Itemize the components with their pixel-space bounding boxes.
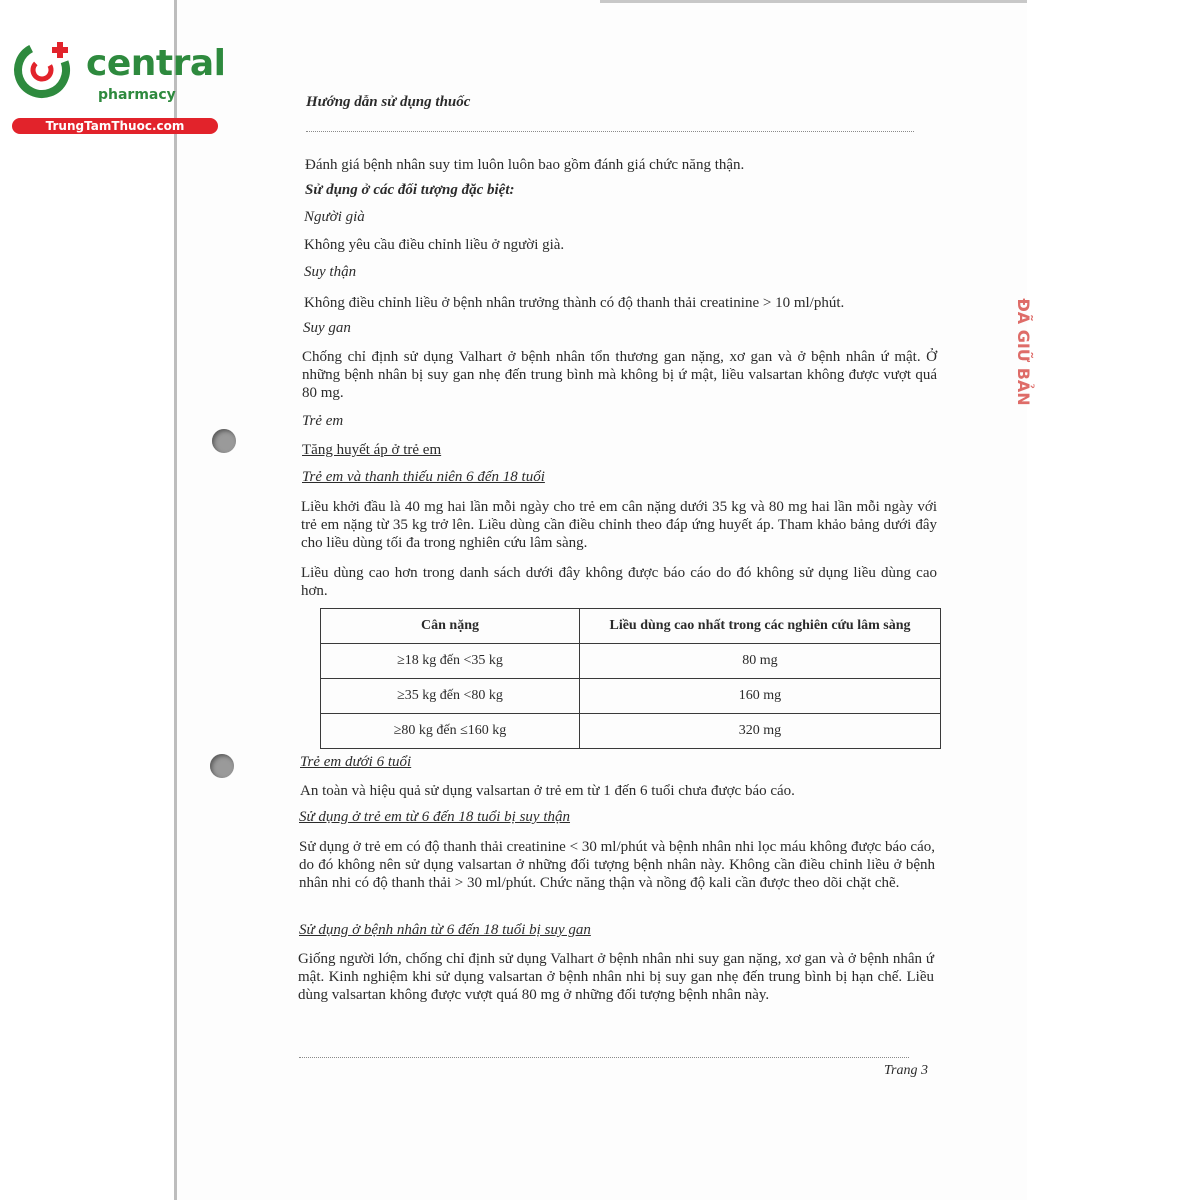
punch-hole bbox=[212, 429, 236, 453]
heading-children: Trẻ em bbox=[302, 413, 344, 429]
table-cell-dose: 160 mg bbox=[580, 679, 941, 714]
heading-hepatic-children: Sử dụng ở bệnh nhân từ 6 đến 18 tuổi bị suy gan bbox=[299, 922, 591, 938]
svg-text:ĐÃ GIỮ BẢN: ĐÃ GIỮ BẢN bbox=[1014, 298, 1033, 406]
table-cell-weight: ≥18 kg đến <35 kg bbox=[321, 644, 580, 679]
heading-under-6: Trẻ em dưới 6 tuổi bbox=[300, 754, 412, 770]
document-page bbox=[176, 0, 1027, 1200]
paragraph-under-6: An toàn và hiệu quả sử dụng valsartan ở trẻ em từ 1 đến 6 tuổi chưa được báo cáo. bbox=[300, 783, 795, 799]
table-row bbox=[321, 644, 941, 679]
page-number: Trang 3 bbox=[884, 1063, 928, 1078]
heading-special-populations: Sử dụng ở các đối tượng đặc biệt: bbox=[305, 182, 515, 198]
table-cell-dose: 320 mg bbox=[580, 714, 941, 749]
logo-brand-name: central bbox=[86, 43, 226, 84]
logo-mark-icon bbox=[12, 40, 72, 100]
page-header-title: Hướng dẫn sử dụng thuốc bbox=[306, 94, 471, 110]
pharmacy-logo bbox=[10, 38, 226, 138]
paragraph-renal: Không điều chỉnh liều ở bệnh nhân trưởng thành có độ thanh thải creatinine > 10 ml/phút. bbox=[304, 295, 845, 311]
logo-brand-sub: pharmacy bbox=[98, 87, 176, 103]
paragraph-higher-dose: Liều dùng cao hơn trong danh sách dưới đây không được báo cáo do đó không sử dụng liều dùng cao hơn. bbox=[301, 565, 937, 599]
heading-pediatric-hypertension: Tăng huyết áp ở trẻ em bbox=[302, 442, 442, 458]
table-header-row bbox=[321, 609, 941, 644]
heading-renal-children: Sử dụng ở trẻ em từ 6 đến 18 tuổi bị suy thận bbox=[299, 809, 571, 825]
punch-hole bbox=[210, 754, 234, 778]
header-divider bbox=[306, 131, 914, 132]
table-cell-dose: 80 mg bbox=[580, 644, 941, 679]
table-header-weight: Cân nặng bbox=[321, 609, 580, 644]
max-dose-table bbox=[320, 608, 941, 749]
paragraph-elderly: Không yêu cầu điều chỉnh liều ở người già. bbox=[304, 237, 565, 253]
page-top-edge bbox=[600, 0, 1027, 3]
heading-elderly: Người già bbox=[304, 209, 365, 225]
page-edge bbox=[174, 0, 177, 1200]
paragraph-children-6-18: Liều khởi đầu là 40 mg hai lần mỗi ngày cho trẻ em cân nặng dưới 35 kg và 80 mg hai lần mỗi ngày với trẻ em nặng từ 35 kg trở lên. Liều dùng cần điều chỉnh theo đáp ứng huyết áp. Tham khảo bảng dưới đây cho liều dùng tối đa trong nghiên cứu lâm sàng. bbox=[301, 499, 937, 551]
table-cell-weight: ≥80 kg đến ≤160 kg bbox=[321, 714, 580, 749]
red-stamp-icon bbox=[1005, 272, 1031, 432]
table-row bbox=[321, 679, 941, 714]
table-cell-weight: ≥35 kg đến <80 kg bbox=[321, 679, 580, 714]
paragraph-hepatic-children: Giống người lớn, chống chỉ định sử dụng Valhart ở bệnh nhân nhi suy gan nặng, xơ gan và ở bệnh nhân ứ mật. Kinh nghiệm khi sử dụng valsartan ở bệnh nhân nhi bị suy gan nhẹ đến trung bình bị hạn chế. Liều dùng valsartan không được vượt quá 80 mg ở những đối tượng bệnh nhân này. bbox=[298, 951, 934, 1003]
heading-children-6-18: Trẻ em và thanh thiếu niên 6 đến 18 tuổi bbox=[302, 469, 545, 485]
table-header-max-dose: Liều dùng cao nhất trong các nghiên cứu lâm sàng bbox=[580, 609, 941, 644]
paragraph-heart-failure: Đánh giá bệnh nhân suy tim luôn luôn bao gồm đánh giá chức năng thận. bbox=[305, 157, 745, 173]
paragraph-hepatic: Chống chỉ định sử dụng Valhart ở bệnh nhân tổn thương gan nặng, xơ gan và ở bệnh nhân ứ mật. Ở những bệnh nhân bị suy gan nhẹ đến trung bình mà không bị ứ mật, liều valsartan không được vượt quá 80 mg. bbox=[302, 349, 937, 401]
paragraph-renal-children: Sử dụng ở trẻ em có độ thanh thải creatinine < 30 ml/phút và bệnh nhân nhi lọc máu không được báo cáo, do đó không nên sử dụng valsartan ở những đối tượng bệnh nhân này. Không cần điều chỉnh liều ở bệnh nhân nhi có độ thanh thải > 30 ml/phút. Chức năng thận và nồng độ kali cần được theo dõi chặt chẽ. bbox=[299, 839, 935, 891]
heading-hepatic: Suy gan bbox=[303, 320, 351, 336]
logo-url-badge: TrungTamThuoc.com bbox=[12, 118, 218, 134]
heading-renal: Suy thận bbox=[304, 264, 357, 280]
footer-divider bbox=[299, 1057, 909, 1058]
table-row bbox=[321, 714, 941, 749]
